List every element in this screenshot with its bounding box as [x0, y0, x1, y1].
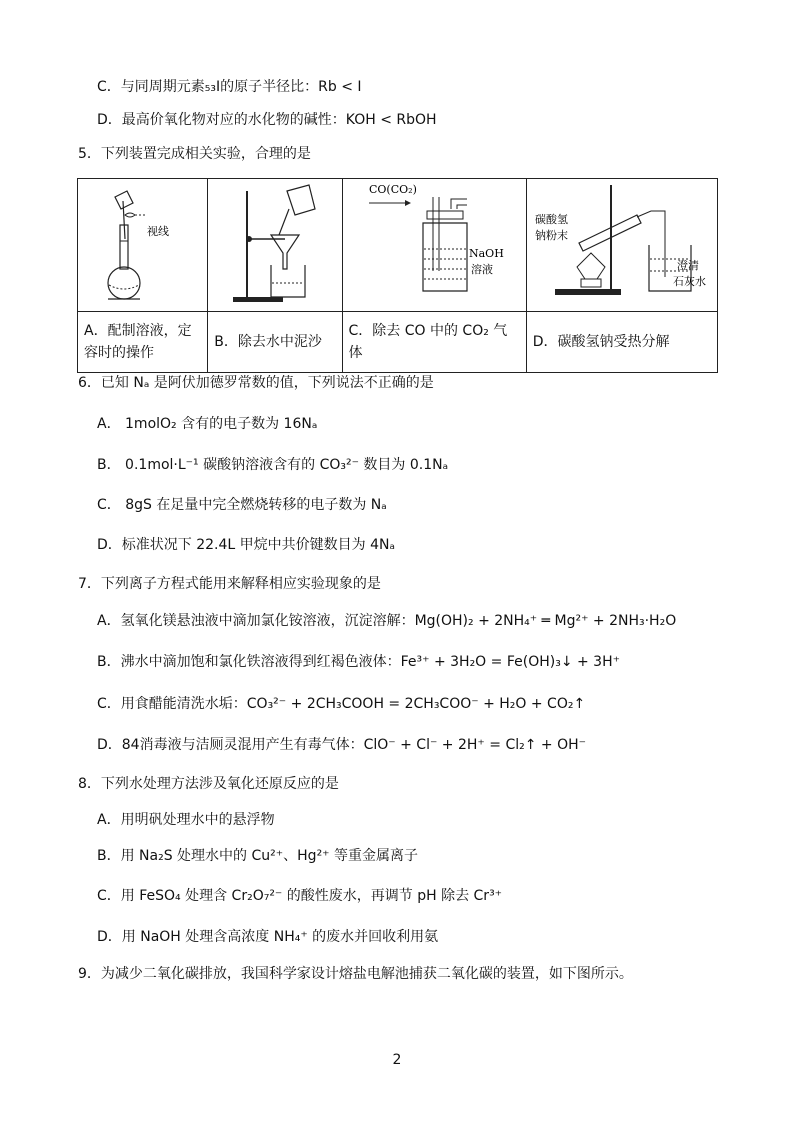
label-naoh: NaOH: [469, 247, 504, 260]
q4-option-d: D．最高价氧化物对应的水化物的碱性：KOH < RbOH: [97, 112, 437, 128]
q7-option-b: B．沸水中滴加饱和氯化铁溶液得到红褐色液体：Fe³⁺ + 3H₂O = Fe(OH)₃↓ + 3H⁺: [97, 654, 621, 670]
gas-washing-bottle-diagram: [343, 179, 525, 307]
q7-stem: 7．下列离子方程式能用来解释相应实验现象的是: [78, 576, 381, 592]
apparatus-d-cell: [526, 179, 717, 312]
volumetric-flask-diagram: [79, 179, 207, 307]
q8-option-a: A．用明矾处理水中的悬浮物: [97, 812, 275, 828]
caption-a: A．配制溶液，定容时的操作: [78, 312, 208, 373]
q8-option-b: B．用 Na₂S 处理水中的 Cu²⁺、Hg²⁺ 等重金属离子: [97, 848, 419, 864]
q8-stem: 8．下列水处理方法涉及氧化还原反应的是: [78, 776, 339, 792]
q6-stem: 6．已知 Nₐ 是阿伏加德罗常数的值，下列说法不正确的是: [78, 375, 434, 391]
q7-option-a: A．氢氧化镁悬浊液中滴加氯化铵溶液，沉淀溶解：Mg(OH)₂ + 2NH₄⁺ ═ Mg²⁺ + 2NH₃·H₂O: [97, 613, 677, 629]
label-sight-line: 视线: [146, 225, 169, 238]
label-gas: CO(CO₂): [369, 183, 417, 196]
q7-option-d: D．84消毒液与洁厕灵混用产生有毒气体：ClO⁻ + Cl⁻ + 2H⁺ = Cl₂↑ + OH⁻: [97, 737, 587, 753]
q7-option-c: C．用食醋能清洗水垢：CO₃²⁻ + 2CH₃COOH = 2CH₃COO⁻ + H₂O + CO₂↑: [97, 696, 586, 712]
q6-option-c: C． 8gS 在足量中完全燃烧转移的电子数为 Nₐ: [97, 497, 387, 513]
q4-option-c: C．与同周期元素₅₃I的原子半径比：Rb < I: [97, 79, 362, 95]
label-limewater-2: 石灰水: [673, 275, 707, 288]
caption-d: D．碳酸氢钠受热分解: [526, 312, 717, 373]
label-limewater-1: 澄清: [677, 259, 700, 272]
label-solution: 溶液: [471, 263, 494, 276]
q9-stem: 9．为减少二氧化碳排放，我国科学家设计熔盐电解池捕获二氧化碳的装置，如下图所示。: [78, 966, 633, 982]
page-number: 2: [392, 1052, 402, 1068]
q8-option-c: C．用 FeSO₄ 处理含 Cr₂O₇²⁻ 的酸性废水，再调节 pH 除去 Cr³⁺: [97, 888, 503, 904]
q8-option-d: D．用 NaOH 处理含高浓度 NH₄⁺ 的废水并回收利用氨: [97, 929, 439, 945]
q6-option-d: D．标准状况下 22.4L 甲烷中共价键数目为 4Nₐ: [97, 537, 395, 553]
filtration-diagram: [209, 179, 341, 307]
q5-stem: 5．下列装置完成相关实验，合理的是: [78, 146, 311, 162]
caption-c: C．除去 CO 中的 CO₂ 气体: [342, 312, 526, 373]
apparatus-c-cell: [342, 179, 526, 312]
apparatus-a-cell: [78, 179, 208, 312]
caption-b: B．除去水中泥沙: [208, 312, 342, 373]
label-nahco3-1: 碳酸氢: [535, 213, 569, 226]
q6-option-a: A． 1molO₂ 含有的电子数为 16Nₐ: [97, 416, 318, 432]
label-nahco3-2: 钠粉末: [535, 229, 569, 242]
experiment-table: [77, 178, 718, 373]
heating-decomposition-diagram: [527, 179, 716, 307]
apparatus-b-cell: [208, 179, 342, 312]
q6-option-b: B． 0.1mol·L⁻¹ 碳酸钠溶液含有的 CO₃²⁻ 数目为 0.1Nₐ: [97, 457, 449, 473]
